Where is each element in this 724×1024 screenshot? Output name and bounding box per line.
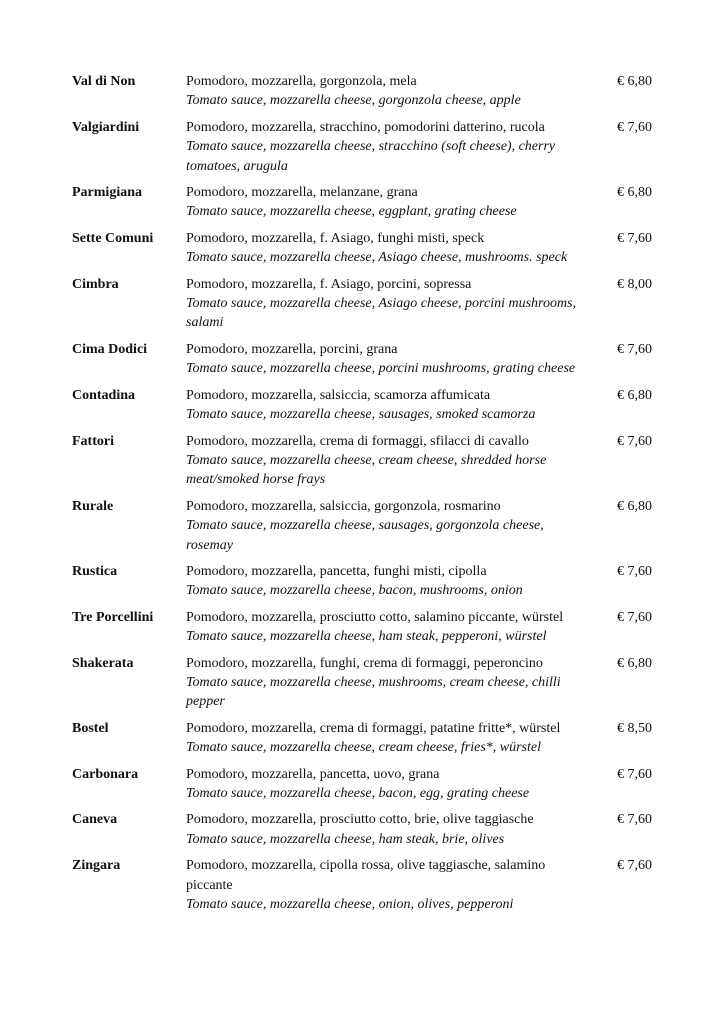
item-ingredients-italian: Pomodoro, mozzarella, pancetta, funghi misti, cipolla xyxy=(186,563,487,579)
item-price: € 7,60 xyxy=(617,433,652,449)
item-price: € 7,60 xyxy=(617,563,652,579)
item-name: Shakerata xyxy=(72,655,134,671)
item-description xyxy=(186,608,586,647)
item-name: Cimbra xyxy=(72,276,119,292)
item-ingredients-english: Tomato sauce, mozzarella cheese, bacon, mushrooms, onion xyxy=(186,583,523,599)
item-description xyxy=(186,432,586,490)
item-description xyxy=(186,72,586,111)
item-ingredients-english: Tomato sauce, mozzarella cheese, gorgonzola cheese, apple xyxy=(186,93,521,109)
item-description xyxy=(186,810,586,849)
item-ingredients-english: Tomato sauce, mozzarella cheese, Asiago cheese, porcini mushrooms, salami xyxy=(186,296,577,331)
menu-item-valgiardini xyxy=(72,118,662,176)
menu-item-zingara xyxy=(72,856,662,914)
item-name: Bostel xyxy=(72,720,109,736)
item-price: € 7,60 xyxy=(617,812,652,828)
item-price: € 7,60 xyxy=(617,609,652,625)
item-name: Parmigiana xyxy=(72,185,142,201)
item-name: Rustica xyxy=(72,563,118,579)
item-price: € 7,60 xyxy=(617,858,652,874)
item-name: Zingara xyxy=(72,858,121,874)
item-name: Rurale xyxy=(72,498,114,514)
item-description xyxy=(186,765,586,804)
item-price: € 7,60 xyxy=(617,230,652,246)
item-price: € 6,80 xyxy=(617,74,652,89)
item-ingredients-italian: Pomodoro, mozzarella, crema di formaggi, patatine fritte*, würstel xyxy=(186,720,561,736)
item-price: € 6,80 xyxy=(617,387,652,403)
item-ingredients-italian: Pomodoro, mozzarella, pancetta, uovo, grana xyxy=(186,766,440,782)
menu-item-fattori xyxy=(72,432,662,490)
item-description xyxy=(186,340,586,379)
item-price: € 6,80 xyxy=(617,498,652,514)
item-ingredients-italian: Pomodoro, mozzarella, prosciutto cotto, salamino piccante, würstel xyxy=(186,609,564,625)
menu-item-tre-porcellini xyxy=(72,608,662,647)
item-ingredients-english: Tomato sauce, mozzarella cheese, bacon, egg, grating cheese xyxy=(186,786,530,801)
item-ingredients-italian: Pomodoro, mozzarella, salsiccia, scamorza affumicata xyxy=(186,387,491,403)
item-name: Caneva xyxy=(72,812,118,828)
menu-item-rustica xyxy=(72,562,662,601)
pizza-menu-list xyxy=(72,72,662,921)
item-ingredients-english: Tomato sauce, mozzarella cheese, stracchino (soft cheese), cherry tomatoes, arugula xyxy=(186,139,556,174)
item-ingredients-italian: Pomodoro, mozzarella, stracchino, pomodorini datterino, rucola xyxy=(186,119,545,135)
item-ingredients-italian: Pomodoro, mozzarella, f. Asiago, porcini, sopressa xyxy=(186,276,472,292)
item-ingredients-english: Tomato sauce, mozzarella cheese, ham steak, pepperoni, würstel xyxy=(186,629,547,645)
item-name: Fattori xyxy=(72,433,114,449)
menu-item-caneva xyxy=(72,810,662,849)
menu-item-contadina xyxy=(72,386,662,425)
item-description xyxy=(186,719,586,758)
item-description xyxy=(186,497,586,555)
item-ingredients-italian: Pomodoro, mozzarella, salsiccia, gorgonzola, rosmarino xyxy=(186,498,501,514)
item-name: Valgiardini xyxy=(72,119,140,135)
menu-item-val-di-non xyxy=(72,72,662,111)
item-name: Cima Dodici xyxy=(72,341,148,357)
item-description xyxy=(186,386,586,425)
menu-item-parmigiana xyxy=(72,183,662,222)
menu-item-shakerata xyxy=(72,654,662,712)
item-name: Tre Porcellini xyxy=(72,609,154,625)
item-ingredients-english: Tomato sauce, mozzarella cheese, Asiago cheese, mushrooms. speck xyxy=(186,250,568,266)
item-description xyxy=(186,183,586,222)
item-ingredients-english: Tomato sauce, mozzarella cheese, mushrooms, cream cheese, chilli pepper xyxy=(186,674,561,710)
item-price: € 7,60 xyxy=(617,766,652,782)
item-ingredients-italian: Pomodoro, mozzarella, porcini, grana xyxy=(186,341,398,357)
item-ingredients-english: Tomato sauce, mozzarella cheese, eggplant, grating cheese xyxy=(186,204,517,220)
item-description xyxy=(186,229,586,268)
menu-item-cima-dodici xyxy=(72,340,662,379)
item-ingredients-italian: Pomodoro, mozzarella, prosciutto cotto, brie, olive taggiasche xyxy=(186,812,534,828)
item-ingredients-italian: Pomodoro, mozzarella, melanzane, grana xyxy=(186,185,418,201)
menu-item-carbonara xyxy=(72,765,662,804)
item-ingredients-english: Tomato sauce, mozzarella cheese, cream cheese, shredded horse meat/smoked horse frays xyxy=(186,452,547,488)
item-price: € 6,80 xyxy=(617,185,652,201)
menu-item-bostel xyxy=(72,719,662,758)
item-description xyxy=(186,275,586,333)
item-description xyxy=(186,856,586,914)
menu-item-cimbra xyxy=(72,275,662,333)
item-ingredients-english: Tomato sauce, mozzarella cheese, porcini mushrooms, grating cheese xyxy=(186,361,576,377)
item-ingredients-italian: Pomodoro, mozzarella, crema di formaggi, sfilacci di cavallo xyxy=(186,433,529,449)
item-ingredients-italian: Pomodoro, mozzarella, f. Asiago, funghi misti, speck xyxy=(186,230,485,246)
menu-item-sette-comuni xyxy=(72,229,662,268)
item-price: € 8,50 xyxy=(617,720,652,736)
menu-item-rurale xyxy=(72,497,662,555)
item-price: € 6,80 xyxy=(617,655,652,671)
item-ingredients-english: Tomato sauce, mozzarella cheese, ham steak, brie, olives xyxy=(186,831,505,847)
item-name: Sette Comuni xyxy=(72,230,154,246)
item-ingredients-english: Tomato sauce, mozzarella cheese, sausages, smoked scamorza xyxy=(186,407,536,423)
item-ingredients-italian: Pomodoro, mozzarella, funghi, crema di formaggi, peperoncino xyxy=(186,655,543,671)
item-ingredients-english: Tomato sauce, mozzarella cheese, cream cheese, fries*, würstel xyxy=(186,740,541,756)
item-name: Contadina xyxy=(72,387,136,403)
item-ingredients-italian: Pomodoro, mozzarella, gorgonzola, mela xyxy=(186,74,417,89)
item-description xyxy=(186,562,586,601)
item-price: € 7,60 xyxy=(617,119,652,135)
item-ingredients-english: Tomato sauce, mozzarella cheese, sausages, gorgonzola cheese, rosemay xyxy=(186,518,544,553)
item-name: Val di Non xyxy=(72,74,136,89)
item-description xyxy=(186,654,586,712)
item-price: € 8,00 xyxy=(617,276,652,292)
item-ingredients-italian: Pomodoro, mozzarella, cipolla rossa, olive taggiasche, salamino piccante xyxy=(186,858,546,893)
item-ingredients-english: Tomato sauce, mozzarella cheese, onion, olives, pepperoni xyxy=(186,897,514,913)
item-price: € 7,60 xyxy=(617,341,652,357)
item-description xyxy=(186,118,586,176)
item-name: Carbonara xyxy=(72,766,139,782)
